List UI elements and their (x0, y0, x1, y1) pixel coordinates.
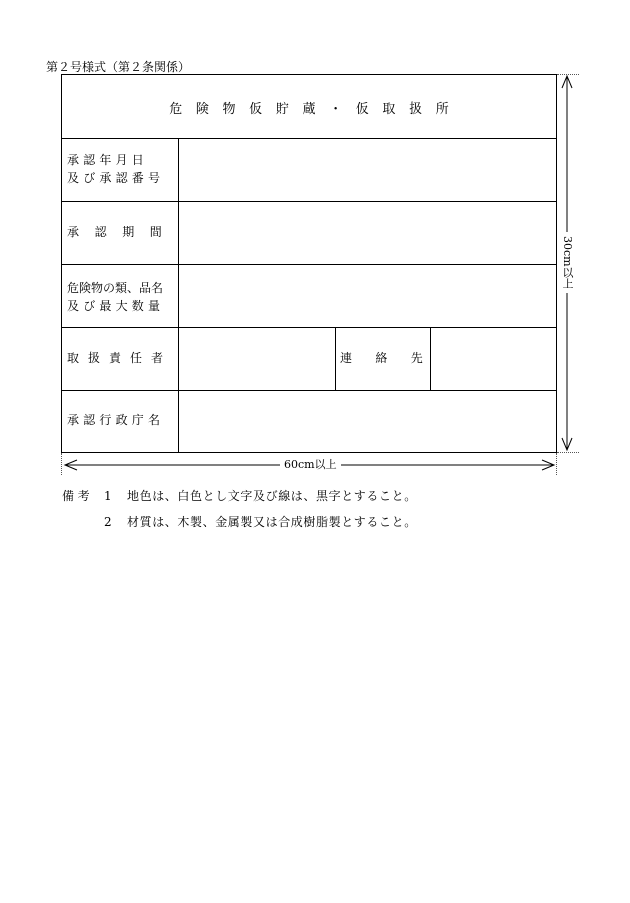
height-dimension-label: 30cm以上 (560, 232, 574, 293)
notes-label: 備考 (62, 489, 94, 503)
width-dimension-label: 60cm以上 (280, 458, 341, 472)
label-divider (178, 328, 179, 390)
label-divider (178, 265, 179, 327)
note-1-text: 地色は、白色とし文字及び線は、黒字とすること。 (127, 489, 417, 503)
approval-date-label-line1: 承認年月日 (67, 153, 149, 167)
note-2-text: 材質は、木製、金属製又は合成樹脂製とすること。 (127, 515, 417, 529)
note-2-number: 2 (104, 515, 112, 529)
hazmat-class-label-line1: 危険物の類、品名 (67, 281, 164, 295)
authority-name-label: 承認行政庁名 (67, 413, 165, 427)
contact-label: 連絡先 (340, 351, 447, 365)
sign-header-text: 危険物仮貯蔵・仮取扱所 (169, 102, 463, 117)
note-1-number: 1 (104, 489, 112, 503)
sign-table (61, 74, 557, 453)
approval-period-row (62, 201, 556, 264)
label-divider (178, 202, 179, 264)
responsible-person-row (62, 327, 556, 390)
approval-date-label-line2: 及び承認番号 (67, 171, 165, 185)
approval-date-row (62, 138, 556, 201)
sign-header-row (62, 75, 556, 138)
authority-name-row (62, 390, 556, 453)
width-extension-left (61, 453, 62, 475)
label-divider (178, 391, 179, 453)
responsible-person-label: 取扱責任者 (67, 351, 173, 365)
label-divider (178, 139, 179, 201)
hazmat-class-label-line2: 及び最大数量 (67, 299, 165, 313)
hazmat-class-row (62, 264, 556, 327)
approval-period-label: 承認期間 (67, 225, 178, 239)
form-title: 第２号様式（第２条関係） (46, 60, 191, 74)
contact-divider-left (335, 328, 336, 390)
